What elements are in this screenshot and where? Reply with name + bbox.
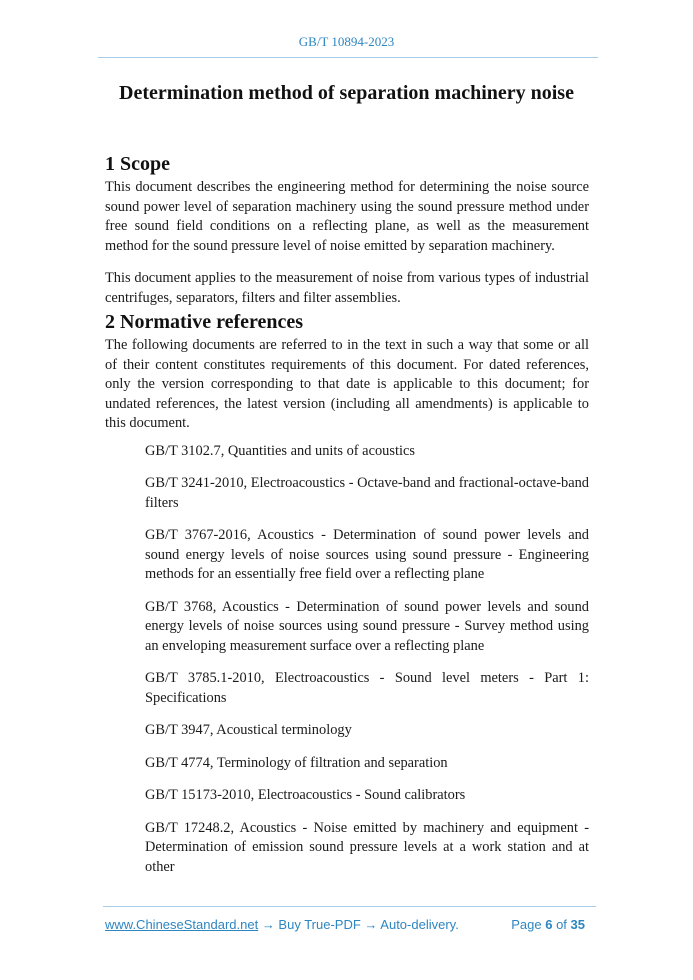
- header-divider: [98, 57, 598, 58]
- reference-list: [105, 442, 589, 878]
- chinesestandard-link[interactable]: www.ChineseStandard.net: [105, 917, 259, 932]
- section-heading-scope: 1 Scope: [105, 153, 170, 175]
- reference-item: GB/T 15173-2010, Electroacoustics - Sound calibrators: [145, 787, 466, 803]
- reference-item: GB/T 4774, Terminology of filtration and separation: [145, 754, 448, 771]
- reference-item: GB/T 3947, Acoustical terminology: [145, 722, 352, 738]
- reference-item: GB/T 3785.1-2010, Electroacoustics - Sound level meters - Part 1: Specifications: [145, 670, 589, 706]
- page-indicator: [511, 917, 585, 932]
- section-heading-normative-references: 2 Normative references: [105, 311, 304, 333]
- page-footer: [105, 917, 585, 932]
- reference-item: GB/T 3102.7, Quantities and units of acoustics: [145, 442, 415, 459]
- reference-item: GB/T 17248.2, Acoustics - Noise emitted by machinery and equipment - Determination of emission sound pressure levels at a work station and at other: [145, 819, 589, 875]
- normative-references-intro: The following documents are referred to in the text in such a way that some or all of their content constitutes requirements of this document. For dated references, only the version corresponding to that date is applicable to this document; for undated references, the latest version (including all amendments) is applicable to this document.: [105, 337, 589, 431]
- reference-item: GB/T 3767-2016, Acoustics - Determination of sound power levels and sound energy levels of noise sources using sound pressure - Engineering methods for an essentially free field over a reflecting plane: [145, 527, 589, 582]
- scope-paragraph-1: This document describes the engineering method for determining the noise source sound power level of separation machinery using the sound pressure method under free sound field conditions on a reflecting plane, as well as the measurement method for the sound pressure level of noise emitted by separation machinery.: [105, 179, 589, 254]
- document-title: Determination method of separation machinery noise: [119, 82, 574, 104]
- footer-divider: [103, 906, 596, 907]
- footer-promo-text: → Buy True-PDF → Auto-delivery.: [258, 917, 459, 932]
- running-header: GB/T 10894-2023: [298, 34, 395, 49]
- document-body: [105, 150, 589, 877]
- page-total: 35: [570, 917, 585, 932]
- page-current: 6: [545, 917, 553, 932]
- page-of-label: of: [552, 917, 571, 932]
- reference-item: GB/T 3768, Acoustics - Determination of sound power levels and sound energy levels of noise sources using sound pressure - Survey method using an enveloping measurement surface over a reflecting plane: [145, 598, 589, 654]
- reference-item: GB/T 3241-2010, Electroacoustics - Octave-band and fractional-octave-band filters: [145, 475, 589, 511]
- page-label: Page: [511, 917, 546, 932]
- scope-paragraph-2: This document applies to the measurement of noise from various types of industrial centrifuges, separators, filters and filter assemblies.: [105, 270, 589, 306]
